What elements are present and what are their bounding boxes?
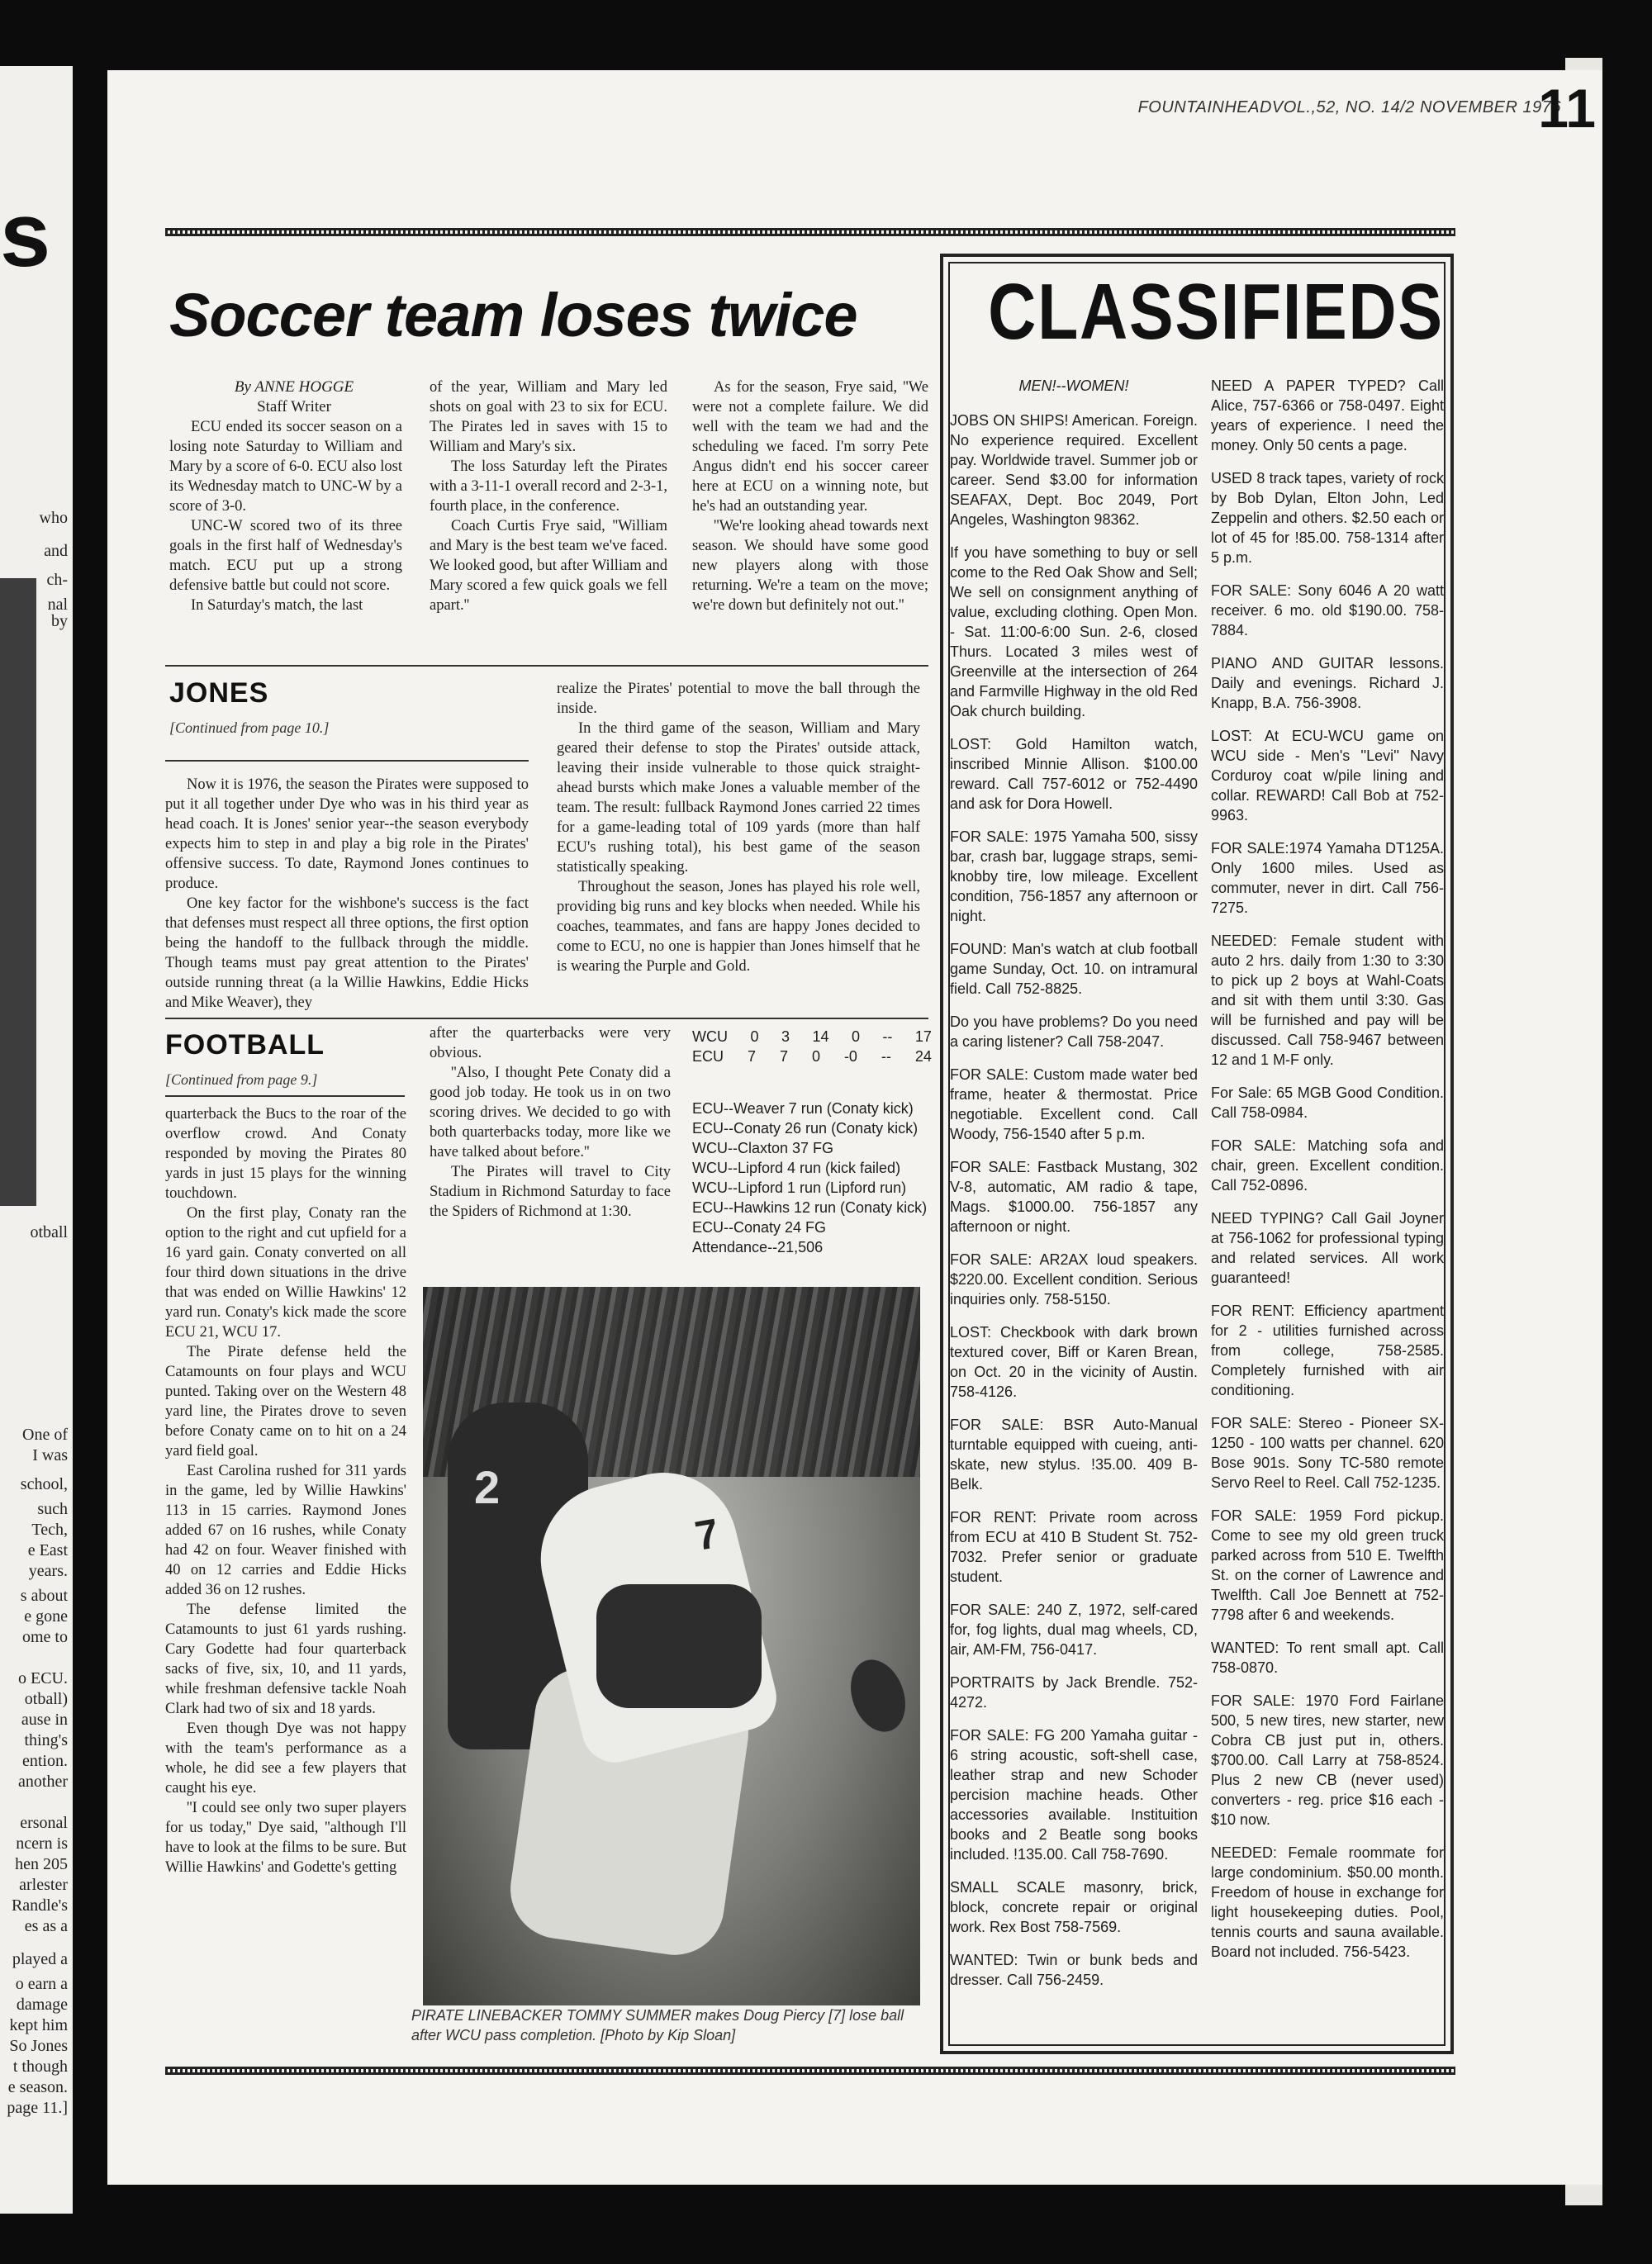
classified-ad: USED 8 track tapes, variety of rock by Bob Dylan, Elton John, Led Zeppelin and others. $2.50 each or lot of 45 for !85.00. 758-1314 after 5 p.m. bbox=[1211, 470, 1444, 566]
paragraph: ''We're looking ahead towards next season. We should have some good new players along with those returning. We're a team on the move; we're down but definitely not out.'' bbox=[692, 518, 928, 614]
previous-page-fragment: and bbox=[44, 542, 68, 560]
previous-page-fragment: ch- bbox=[46, 571, 68, 589]
previous-page-fragment: e gone bbox=[24, 1607, 68, 1626]
classifieds-title: CLASSIFIEDS bbox=[988, 268, 1444, 356]
previous-page-fragment: e East bbox=[27, 1541, 68, 1559]
previous-page-fragment: thing's bbox=[24, 1731, 68, 1749]
divider bbox=[165, 1095, 405, 1097]
photo-jersey-number: 2 bbox=[474, 1461, 501, 1513]
scoring-line: WCU--Claxton 37 FG bbox=[692, 1140, 834, 1156]
score-cell: -0 bbox=[843, 1048, 857, 1065]
scoring-line: WCU--Lipford 1 run (Lipford run) bbox=[692, 1179, 907, 1196]
byline-title: Staff Writer bbox=[257, 398, 331, 415]
previous-page-fragment: otball bbox=[30, 1223, 68, 1241]
paragraph: ''Also, I thought Pete Conaty did a good job today. He took us in on two scoring drives. We decided to go with both quarterbacks today, more like we have talked about before.'' bbox=[430, 1065, 671, 1160]
byline bbox=[169, 377, 419, 417]
classified-ad: NEED A PAPER TYPED? Call Alice, 757-6366 or 758-0497. Eight years of experience. I need the money. Only 50 cents a page. bbox=[1211, 377, 1444, 453]
classified-ad: NEEDED: Female student with auto 2 hrs. daily from 1:30 to 3:30 to pick up 2 boys at Wahl-Coats and sit with them until 3:30. Gas will be furnished and pay will be discussed. Call 758-9467 between 12 and 1 M-F only. bbox=[1211, 933, 1444, 1068]
photo-player-helmet bbox=[596, 1584, 762, 1708]
classified-ad: WANTED: To rent small apt. Call 758-0870. bbox=[1211, 1640, 1444, 1676]
classified-ad: If you have something to buy or sell come to the Red Oak Show and Sell; We sell on consignment anything of value, excluding clothing. Open Mon. - Sat. 11:00-6:00 Sun. 2-6, closed Thurs. Located 3 miles west of Greenville at the intersection of 264 and Farmville Highway in the old Red Oak church building. bbox=[950, 544, 1198, 719]
scoring-line: ECU--Conaty 26 run (Conaty kick) bbox=[692, 1120, 919, 1137]
previous-page-fragment: damage bbox=[16, 1996, 68, 2014]
previous-page-fragment: played a bbox=[12, 1950, 68, 1968]
previous-page-strip bbox=[0, 66, 73, 2214]
divider bbox=[165, 665, 928, 667]
classified-ad: FOR SALE: BSR Auto-Manual turntable equipped with cueing, anti-skate, new stylus. !35.00. 409 B-Belk. bbox=[950, 1417, 1198, 1493]
football-continued: [Continued from page 9.] bbox=[165, 1071, 318, 1088]
football-photo bbox=[423, 1287, 920, 2005]
classified-ad: FOR SALE: FG 200 Yamaha guitar - 6 string acoustic, soft-shell case, leather strap and new Schoder percision machine heads. Other accessories available. Instituition books and 2 Beatle song books included. !135.00. Call 758-7690. bbox=[950, 1727, 1198, 1863]
page-number: 11 bbox=[1538, 78, 1596, 139]
bottom-rule bbox=[165, 2067, 1455, 2075]
jones-heading: JONES bbox=[169, 677, 269, 709]
previous-page-letter: s bbox=[0, 184, 51, 286]
classified-ad: FOR SALE: Matching sofa and chair, green. Excellent condition. Call 752-0896. bbox=[1211, 1137, 1444, 1194]
previous-page-fragment: kept him bbox=[9, 2016, 68, 2034]
scoring-line: WCU--Lipford 4 run (kick failed) bbox=[692, 1160, 901, 1176]
paragraph: As for the season, Frye said, ''We were not a complete failure. We did well with the team we had and the scheduling we faced. I'm sorry Pete Angus didn't end his soccer career here at ECU on a winning note, but he's had an outstanding year. bbox=[692, 379, 928, 515]
paragraph: ''I could see only two super players for us today,'' Dye said, ''although I'll have to look at the films to be sure. But Willie Hawkins' and Godette's getting bbox=[165, 1800, 406, 1876]
soccer-column-2 bbox=[430, 377, 667, 615]
paragraph: In Saturday's match, the last bbox=[191, 597, 363, 614]
previous-page-fragment: ome to bbox=[22, 1628, 68, 1646]
paragraph: The defense limited the Catamounts to just 61 yards rushing. Cary Godette had four quarterback sacks of five, six, 10, and 11 yards, while freshman defensive tackle Noah Clark had two of six and 18 yards. bbox=[165, 1602, 406, 1717]
previous-page-fragment: ersonal bbox=[20, 1814, 68, 1832]
soccer-column-3 bbox=[692, 377, 928, 615]
linescore-row bbox=[692, 1027, 932, 1047]
previous-page-fragment: e season. bbox=[7, 2078, 68, 2096]
jones-column-1 bbox=[165, 775, 529, 1013]
paragraph: Throughout the season, Jones has played his role well, providing big runs and key blocks when needed. While his coaches, teammates, and fans are happy Jones decided to come to ECU, no one is happier than Jones himself that he is wearing the Purple and Gold. bbox=[557, 879, 920, 975]
previous-page-fragment: t though bbox=[12, 2058, 68, 2076]
classified-ad: PIANO AND GUITAR lessons. Daily and evenings. Richard J. Knapp, B.A. 756-3908. bbox=[1211, 655, 1444, 711]
previous-page-fragment: hen 205 bbox=[15, 1855, 68, 1873]
previous-page-fragment: s about bbox=[20, 1587, 68, 1605]
paragraph: One key factor for the wishbone's success is the fact that defenses must respect all three options, the first option being the handoff to the fullback through the middle. Though teams must pay great attention to the Pirates' outside running threat (a la Willie Hawkins, Eddie Hicks and Mike Weaver), they bbox=[165, 895, 529, 1011]
classified-ad: FOR RENT: Efficiency apartment for 2 - utilities furnished across from college, 758-2585. Completely furnished with air conditioning. bbox=[1211, 1303, 1444, 1398]
linescore-table bbox=[692, 1027, 932, 1066]
previous-page-fragment: by bbox=[51, 612, 68, 630]
paragraph: East Carolina rushed for 311 yards in the game, led by Willie Hawkins' 113 in 15 carries. Raymond Jones added 67 on 16 rushes, while Conaty had 42 on four. Weaver finished with 40 on 12 carries and Eddie Hicks added 36 on 12 rushes. bbox=[165, 1463, 406, 1598]
classified-ad: FOR SALE: AR2AX loud speakers. $220.00. Excellent condition. Serious inquiries only. 758-5150. bbox=[950, 1251, 1198, 1308]
paragraph: quarterback the Bucs to the roar of the overflow crowd. And Conaty responded by moving the Pirates 80 yards in just 15 plays for the winning touchdown. bbox=[165, 1106, 406, 1202]
team-cell: WCU bbox=[692, 1028, 728, 1045]
classified-ad: FOR SALE: Custom made water bed frame, heater & thermostat. Price negotiable. Excellent cond. Call Woody, 756-1540 after 5 p.m. bbox=[950, 1066, 1198, 1142]
soccer-headline: Soccer team loses twice bbox=[169, 281, 857, 349]
scoring-summary bbox=[692, 1099, 932, 1257]
football-column-2 bbox=[430, 1023, 671, 1222]
paragraph: On the first play, Conaty ran the option to the right and cut upfield for a 16 yard gain. Conaty converted on all four third down situations in the drive that was ended on Willie Hawkins' 12 yard run. Conaty's kick made the score ECU 21, WCU 17. bbox=[165, 1205, 406, 1341]
scoring-line: Attendance--21,506 bbox=[692, 1239, 824, 1255]
football-column-1 bbox=[165, 1104, 406, 1877]
classified-ad: FOR SALE: 1970 Ford Fairlane 500, 5 new tires, new starter, new Cobra CB just put in, others. $700.00. Call Larry at 758-8524. Plus 2 new CB (never used) converters - reg. price $16 each - $10 now. bbox=[1211, 1692, 1444, 1828]
paragraph: realize the Pirates' potential to move the ball through the inside. bbox=[557, 681, 920, 717]
paragraph: ECU ended its soccer season on a losing note Saturday to William and Mary by a score of 6-0. ECU also lost its Wednesday match to UNC-W by a score of 3-0. bbox=[169, 419, 402, 515]
paragraph: The Pirate defense held the Catamounts on four plays and WCU punted. Taking over on the Western 48 yard line, the Pirates drove to seven before Conaty came on to hit on a 24 yard field goal. bbox=[165, 1344, 406, 1459]
score-cell: 7 bbox=[779, 1048, 788, 1065]
classified-ad: For Sale: 65 MGB Good Condition. Call 758-0984. bbox=[1211, 1085, 1444, 1121]
classified-ad: FOR SALE: Fastback Mustang, 302 V-8, automatic, AM radio & tape, Mags. $1000.00. 756-1857 any afternoon or night. bbox=[950, 1159, 1198, 1235]
photo-caption: PIRATE LINEBACKER TOMMY SUMMER makes Doug Piercy [7] lose ball after WCU pass completion. [Photo by Kip Sloan] bbox=[411, 2007, 904, 2043]
score-cell: -- bbox=[881, 1048, 891, 1065]
classifieds-left-column bbox=[950, 376, 1198, 2003]
classifieds-subhead: MEN!--WOMEN! bbox=[1018, 377, 1129, 394]
previous-page-fragment: o earn a bbox=[15, 1975, 68, 1993]
score-cell: 0 bbox=[811, 1048, 820, 1065]
score-cell: 0 bbox=[750, 1028, 759, 1045]
score-cell: 0 bbox=[851, 1028, 860, 1045]
paragraph: In the third game of the season, William and Mary geared their defense to stop the Pirates' outside attack, leaving their inside vulnerable to those quick straight-ahead bursts which make Jones a valuable member of the team. The result: fullback Raymond Jones carried 22 times for a game-leading total of 109 yards (more than half ECU's rushing total), his best game of the season statistically speaking. bbox=[557, 720, 920, 876]
previous-page-fragment: such bbox=[37, 1500, 68, 1518]
previous-page-fragment: Randle's bbox=[11, 1896, 68, 1915]
previous-page-fragment: school, bbox=[20, 1475, 68, 1493]
classified-ad: LOST: At ECU-WCU game on WCU side - Men's ''Levi'' Navy Corduroy coat w/pile lining and collar. REWARD! Call Bob at 752-9963. bbox=[1211, 728, 1444, 823]
previous-page-fragment: ause in bbox=[21, 1711, 68, 1729]
classified-ad: FOR SALE: 1975 Yamaha 500, sissy bar, crash bar, luggage straps, semi-knobby tire, low mileage. Excellent condition, 756-1857 any afternoon or night. bbox=[950, 828, 1198, 924]
jones-column-2 bbox=[557, 679, 920, 976]
classified-ad: FOR SALE:1974 Yamaha DT125A. Only 1600 miles. Used as commuter, never in dirt. Call 756-7275. bbox=[1211, 840, 1444, 916]
classified-ad: WANTED: Twin or bunk beds and dresser. Call 756-2459. bbox=[950, 1952, 1198, 1988]
previous-page-fragment: One of bbox=[22, 1426, 68, 1444]
folio-line: FOUNTAINHEADVOL.,52, NO. 14/2 NOVEMBER 1976 bbox=[1137, 98, 1561, 116]
previous-page-fragment: So Jones bbox=[9, 2037, 68, 2055]
classified-ad: FOR SALE: Sony 6046 A 20 watt receiver. 6 mo. old $190.00. 758-7884. bbox=[1211, 582, 1444, 638]
classified-ad: FOR RENT: Private room across from ECU at 410 B Student St. 752-7032. Prefer senior or graduate student. bbox=[950, 1509, 1198, 1585]
paragraph: The Pirates will travel to City Stadium in Richmond Saturday to face the Spiders of Richmond at 1:30. bbox=[430, 1164, 671, 1220]
top-rule bbox=[165, 228, 1455, 236]
classified-ad: LOST: Checkbook with dark brown textured cover, Biff or Karen Brean, on Oct. 20 in the vicinity of Austin. 758-4126. bbox=[950, 1324, 1198, 1400]
total-cell: 24 bbox=[914, 1048, 932, 1065]
divider bbox=[165, 1018, 928, 1019]
previous-page-fragment: es as a bbox=[24, 1917, 68, 1935]
classified-ad: Do you have problems? Do you need a caring listener? Call 758-2047. bbox=[950, 1013, 1198, 1050]
scoring-line: ECU--Hawkins 12 run (Conaty kick) bbox=[692, 1199, 928, 1216]
previous-page-photo bbox=[0, 578, 36, 1206]
score-cell: 7 bbox=[747, 1048, 756, 1065]
classified-ad: SMALL SCALE masonry, brick, block, concrete repair or original work. Rex Bost 758-7569. bbox=[950, 1879, 1198, 1935]
byline-name: By ANNE HOGGE bbox=[234, 378, 354, 396]
previous-page-fragment: arlester bbox=[19, 1876, 68, 1894]
jones-continued: [Continued from page 10.] bbox=[169, 719, 330, 736]
previous-page-fragment: nal bbox=[47, 596, 68, 614]
total-cell: 17 bbox=[914, 1028, 932, 1045]
classified-ad: JOBS ON SHIPS! American. Foreign. No experience required. Excellent pay. Worldwide travel. Summer job or career. Send $3.00 for information SEAFAX, Dept. Boc 2049, Port Angeles, Washington 98362. bbox=[950, 412, 1198, 528]
classifieds-right-column bbox=[1211, 376, 1444, 1975]
previous-page-fragment: ention. bbox=[22, 1752, 68, 1770]
scoring-line: ECU--Weaver 7 run (Conaty kick) bbox=[692, 1100, 914, 1117]
previous-page-fragment: who bbox=[39, 509, 68, 527]
classified-ad: FOUND: Man's watch at club football game Sunday, Oct. 10. on intramural field. Call 752-8825. bbox=[950, 941, 1198, 997]
classified-ad: FOR SALE: Stereo - Pioneer SX-1250 - 100 watts per channel. 620 Bose 901s. Sony TC-580 remote Servo Reel to Reel. Call 752-1235. bbox=[1211, 1415, 1444, 1491]
paragraph: UNC-W scored two of its three goals in the first half of Wednesday's match. ECU put up a strong defensive battle but could not score. bbox=[169, 518, 402, 594]
paragraph: after the quarterbacks were very obvious. bbox=[430, 1025, 671, 1061]
divider bbox=[165, 760, 529, 762]
classified-ad: NEEDED: Female roommate for large condominium. $50.00 month. Freedom of house in exchange for light housekeeping duties. Pool, tennis courts and sauna available. Board not included. 756-5423. bbox=[1211, 1844, 1444, 1960]
classified-ad: FOR SALE: 240 Z, 1972, self-cared for, fog lights, dual mag wheels, CD, air, AM-FM, 756-0417. bbox=[950, 1602, 1198, 1658]
paragraph: The loss Saturday left the Pirates with a 3-11-1 overall record and 2-3-1, fourth place, in the conference. bbox=[430, 458, 667, 515]
football-icon bbox=[841, 1652, 914, 1740]
team-cell: ECU bbox=[692, 1048, 724, 1065]
classified-ad: FOR SALE: 1959 Ford pickup. Come to see my old green truck parked across from 510 E. Twelfth St. on the corner of Lawrence and Twelfth. Call Joe Bennett at 752-7798 after 6 and weekends. bbox=[1211, 1507, 1444, 1623]
classified-ad: NEED TYPING? Call Gail Joyner at 756-1062 for professional typing and related services. All work guaranteed! bbox=[1211, 1210, 1444, 1286]
score-cell: -- bbox=[882, 1028, 893, 1045]
previous-page-fragment: Tech, bbox=[31, 1521, 68, 1539]
linescore-row bbox=[692, 1047, 932, 1066]
previous-page-fragment: ncern is bbox=[16, 1834, 68, 1853]
score-cell: 3 bbox=[781, 1028, 790, 1045]
previous-page-fragment: page 11.] bbox=[7, 2099, 68, 2117]
previous-page-fragment: another bbox=[18, 1773, 68, 1791]
paragraph: Even though Dye was not happy with the team's performance as a whole, he did see a few players that caught his eye. bbox=[165, 1721, 406, 1796]
previous-page-fragment: o ECU. bbox=[18, 1669, 68, 1687]
previous-page-fragment: I was bbox=[32, 1446, 68, 1464]
previous-page-fragment: otball) bbox=[24, 1690, 68, 1708]
previous-page-fragment: years. bbox=[28, 1562, 68, 1580]
paragraph: Now it is 1976, the season the Pirates were supposed to put it all together under Dye who was in his third year as head coach. It is Jones' senior year--the season everybody expects him to step in and play a big role in the Pirates' offensive success. To date, Raymond Jones continues to produce. bbox=[165, 776, 529, 892]
classified-ad: PORTRAITS by Jack Brendle. 752-4272. bbox=[950, 1674, 1198, 1711]
paragraph: Coach Curtis Frye said, ''William and Mary is the best team we've faced. We looked good, but after William and Mary scored a few quick goals we fell apart.'' bbox=[430, 518, 667, 614]
soccer-column-1 bbox=[169, 417, 402, 615]
paragraph: of the year, William and Mary led shots on goal with 23 to six for ECU. The Pirates led in saves with 15 to William and Mary's six. bbox=[430, 379, 667, 455]
scoring-line: ECU--Conaty 24 FG bbox=[692, 1219, 827, 1236]
score-cell: 14 bbox=[812, 1028, 829, 1045]
photo-jersey-number: 7 bbox=[691, 1510, 723, 1559]
football-heading: FOOTBALL bbox=[165, 1029, 325, 1061]
classified-ad: LOST: Gold Hamilton watch, inscribed Minnie Allison. $100.00 reward. Call 757-6012 or 752-4490 and ask for Dora Howell. bbox=[950, 736, 1198, 812]
